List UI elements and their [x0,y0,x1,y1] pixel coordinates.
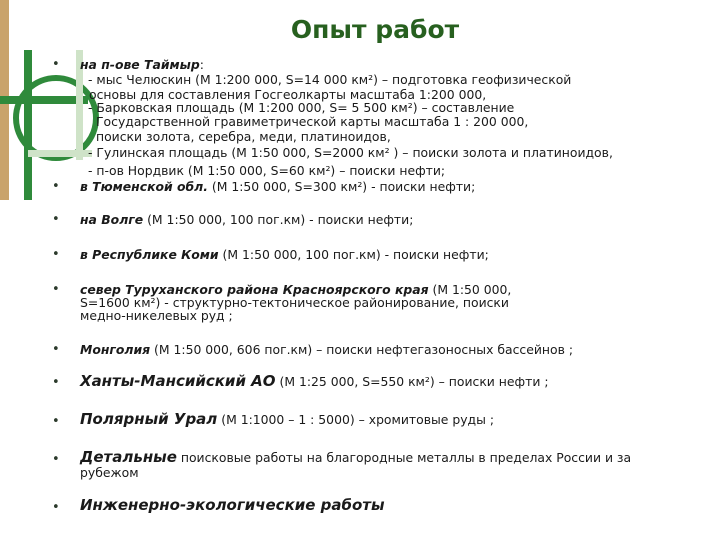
taimyr-line: - мыс Челюскин (М 1:200 000, S=14 000 км²) – подготовка геофизической [88,72,572,87]
item-continuation: медно-никелевых руд ; [80,308,233,323]
bullet: • [52,57,60,72]
item-head: на Волге [80,212,144,227]
list-item-komi [80,248,489,261]
item-text: (М 1:50 000, 100 пог.км) - поиски нефти; [218,247,489,262]
item-continuation: рубежом [80,465,139,480]
taimyr-line: - Гулинская площадь (М 1:50 000, S=2000 км² ) – поиски золота и платиноидов, [88,145,613,160]
list-item-mongolia [80,343,573,356]
item-head: Монголия [80,342,151,357]
item-continuation: S=1600 км²) - структурно-тектоническое районирование, поиски [80,295,509,310]
list-item-khanty-mansi [80,372,549,390]
list-item-detailed [80,448,632,466]
bullet: • [52,414,60,429]
list-item-volga [80,213,413,226]
item-head: в Тюменской обл. [80,179,208,194]
item-head: Полярный Урал [80,410,218,428]
bullet: • [52,179,60,194]
item-head: север Туруханского района Красноярского края [80,282,429,297]
page-title: Опыт работ [290,15,460,44]
item-text: (М 1:50 000, 100 пог.км) - поиски нефти; [143,212,414,227]
list-item-polar-ural [80,410,495,428]
bullet: • [52,212,60,227]
item-text: (М 1:1000 – 1 : 5000) – хромитовые руды ; [217,412,495,427]
bullet: • [52,452,60,467]
item-text: (М 1:50 000, 606 пог.км) – поиски нефтегазоносных бассейнов ; [150,342,573,357]
item-head: на п-ове Таймыр [80,57,200,72]
list-item-tyumen [80,180,475,193]
item-text: (М 1:50 000, S=300 км²) - поиски нефти; [207,179,476,194]
item-head: Детальные [80,448,177,466]
bullet: • [52,247,60,262]
item-head: в Республике Коми [80,247,219,262]
taimyr-line: - п-ов Нордвик (М 1:50 000, S=60 км²) – поиски нефти; [88,163,446,178]
item-text: поисковые работы на благородные металлы в пределах России и за [176,450,632,465]
taimyr-line: - Барковская площадь (М 1:200 000, S= 5 500 км²) – составление [88,100,515,115]
bullet: • [52,375,60,390]
item-head: Инженерно-экологические работы [80,496,385,514]
list-item-taimyr [80,58,204,71]
bullet: • [52,500,60,515]
item-head: Ханты-Мансийский АО [80,372,276,390]
taimyr-line: Государственной гравиметрической карты масштаба 1 : 200 000, [96,114,529,129]
bullet: • [52,282,60,297]
bullet: • [52,342,60,357]
item-text: (М 1:25 000, S=550 км²) – поиски нефти ; [275,374,549,389]
taimyr-line: поиски золота, серебра, меди, платиноидов, [96,129,391,144]
list-item-engineering [80,496,385,514]
taimyr-line: основы для составления Госгеолкарты масштаба 1:200 000, [89,87,487,102]
item-colon: : [199,57,204,72]
item-text: (М 1:50 000, [428,282,512,297]
